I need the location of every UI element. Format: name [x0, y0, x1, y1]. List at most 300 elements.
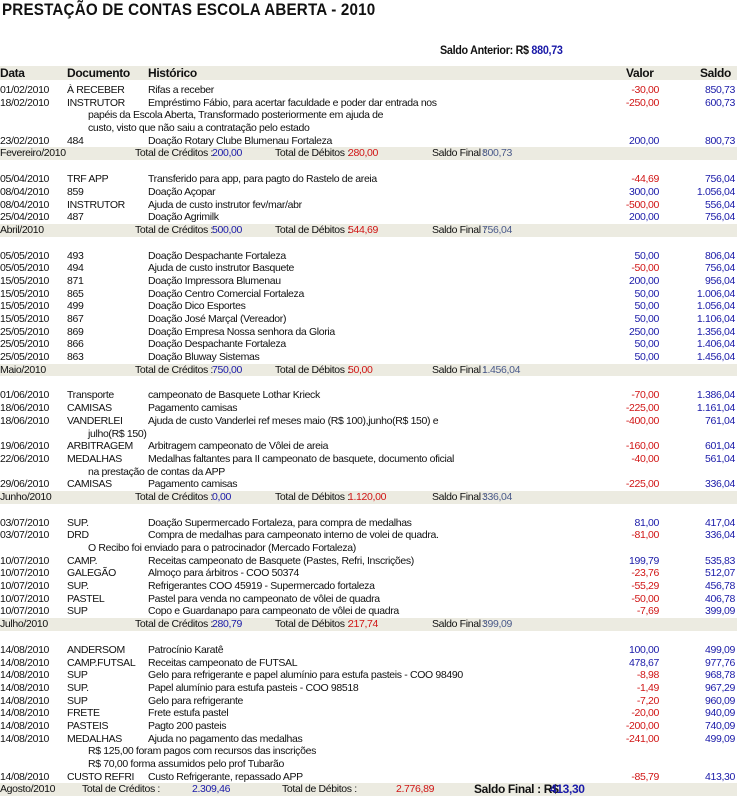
row-valor: 478,67	[628, 656, 659, 669]
row-saldo: 1.456,04	[696, 351, 735, 364]
row-historico: Custo Refrigerante, repassado APP	[148, 770, 303, 783]
row-historico: Medalhas faltantes para II campeonato de basquete, documento oficial	[148, 452, 454, 465]
month-section	[0, 250, 737, 377]
saldo-final-label: Saldo Final :	[432, 363, 486, 376]
row-saldo: 336,04	[704, 478, 735, 491]
row-valor: 50,00	[634, 300, 659, 313]
row-saldo: 740,09	[704, 719, 735, 732]
table-row	[0, 351, 737, 364]
total-creditos-label: Total de Créditos :	[135, 618, 213, 631]
row-document: SUP	[67, 605, 88, 618]
row-historico: Empréstimo Fábio, para acertar faculdade e poder dar entrada nos	[148, 96, 437, 109]
month-summary	[0, 224, 737, 237]
table-row	[0, 529, 737, 542]
table-row	[0, 313, 737, 326]
row-date: 14/08/2010	[0, 669, 50, 682]
total-debitos-value: 544,69	[348, 223, 379, 236]
row-date: 25/04/2010	[0, 211, 50, 224]
month-summary	[0, 783, 737, 796]
row-valor: -241,00	[625, 732, 659, 745]
table-row	[0, 262, 737, 275]
table-row	[0, 211, 737, 224]
row-saldo: 968,78	[704, 669, 735, 682]
row-historico: Pagamento camisas	[148, 402, 238, 415]
header-data: Data	[0, 66, 25, 80]
table-row	[0, 288, 737, 301]
row-historico: Rifas a receber	[148, 84, 214, 96]
row-note: O Recibo foi enviado para o patrocinador (Mercado Fortaleza)	[88, 542, 356, 554]
row-note: papéis da Escola Aberta, Transformado posteriormente em ajuda de	[88, 109, 384, 122]
summary-month: Fevereiro/2010	[0, 147, 66, 160]
row-document: SUP.	[67, 681, 89, 694]
row-saldo: 756,04	[704, 262, 735, 275]
table-row	[0, 326, 737, 339]
row-date: 14/08/2010	[0, 681, 50, 694]
row-valor: 50,00	[634, 287, 659, 300]
row-date: 14/08/2010	[0, 707, 50, 720]
row-document: INSTRUTOR	[67, 96, 125, 109]
total-debitos-value: 50,00	[348, 363, 373, 376]
table-row	[0, 415, 737, 428]
row-date: 15/05/2010	[0, 274, 50, 287]
row-date: 22/06/2010	[0, 452, 50, 465]
row-note: R$ 125,00 foram pagos com recursos das inscrições	[88, 745, 316, 758]
row-date: 14/08/2010	[0, 732, 50, 745]
row-document: 867	[67, 313, 84, 325]
saldo-final-label: Saldo Final :	[432, 147, 486, 160]
total-debitos-label: Total de Débitos :	[275, 223, 350, 236]
row-valor: -250,00	[625, 96, 659, 109]
row-valor: 50,00	[634, 313, 659, 325]
table-row	[0, 733, 737, 746]
saldo-final-label: Saldo Final :	[432, 223, 486, 236]
total-debitos-label: Total de Débitos :	[282, 783, 357, 796]
row-valor: -8,98	[636, 669, 659, 682]
row-valor: 100,00	[628, 643, 659, 656]
row-saldo: 1.056,04	[696, 185, 735, 198]
row-document: FRETE	[67, 707, 100, 720]
row-valor: -7,69	[636, 605, 659, 618]
row-document: 493	[67, 249, 84, 262]
row-date: 03/07/2010	[0, 516, 50, 529]
row-date: 15/05/2010	[0, 287, 50, 300]
total-creditos-value: 750,00	[212, 363, 243, 376]
row-document: 863	[67, 351, 84, 364]
row-historico: Doação Açopar	[148, 185, 216, 198]
row-valor: -85,79	[631, 770, 659, 783]
month-section	[0, 644, 737, 796]
row-saldo: 499,09	[704, 643, 735, 656]
row-historico: Pastel para venda no campeonato de vôlei de quadra	[148, 592, 380, 605]
row-date: 10/07/2010	[0, 580, 50, 593]
table-row	[0, 389, 737, 402]
summary-month: Junho/2010	[0, 490, 52, 503]
row-date: 10/07/2010	[0, 554, 50, 567]
row-valor: -500,00	[625, 198, 659, 211]
row-historico: Ajuda de custo instrutor Basquete	[148, 262, 295, 275]
row-document: GALEGÃO	[67, 567, 116, 580]
row-saldo: 499,09	[704, 732, 735, 745]
table-row	[0, 771, 737, 784]
row-date: 14/08/2010	[0, 770, 50, 783]
total-creditos-value: 2.309,46	[192, 783, 231, 796]
row-date: 05/05/2010	[0, 262, 50, 275]
row-document: 869	[67, 325, 84, 338]
row-historico: Pagto 200 pasteis	[148, 719, 227, 732]
month-section	[0, 517, 737, 631]
row-valor: 200,00	[628, 211, 659, 224]
row-saldo: 940,09	[704, 707, 735, 720]
row-date: 25/05/2010	[0, 325, 50, 338]
row-historico: Receitas campeonato de FUTSAL	[148, 656, 298, 669]
row-valor: 81,00	[634, 516, 659, 529]
ledger	[0, 84, 737, 809]
saldo-final-value: 1.456,04	[482, 363, 521, 376]
table-row	[0, 707, 737, 720]
total-creditos-value: 280,79	[212, 618, 243, 631]
saldo-final-label: Saldo Final : R$	[474, 782, 559, 797]
table-row	[0, 135, 737, 148]
saldo-final-value: 399,09	[482, 618, 513, 631]
total-creditos-label: Total de Créditos :	[135, 147, 213, 160]
row-date: 29/06/2010	[0, 478, 50, 491]
row-historico: Compra de medalhas para campeonato interno de volei de quadra.	[148, 529, 439, 542]
row-valor: 200,00	[628, 274, 659, 287]
row-saldo: 406,78	[704, 592, 735, 605]
total-creditos-value: 0,00	[212, 490, 232, 503]
row-valor: -23,76	[631, 567, 659, 580]
row-date: 15/05/2010	[0, 313, 50, 325]
row-valor: -200,00	[625, 719, 659, 732]
row-date: 15/05/2010	[0, 300, 50, 313]
row-historico: Almoço para árbitros - COO 50374	[148, 567, 300, 580]
row-valor: 300,00	[628, 185, 659, 198]
row-document: 484	[67, 134, 84, 147]
table-row	[0, 402, 737, 415]
row-date: 25/05/2010	[0, 338, 50, 351]
row-saldo: 1.161,04	[696, 402, 735, 415]
row-historico: Doação Rotary Clube Blumenau Fortaleza	[148, 134, 332, 147]
row-saldo: 960,09	[704, 694, 735, 707]
row-saldo: 1.406,04	[696, 338, 735, 351]
row-document: MEDALHAS	[67, 732, 122, 745]
row-saldo: 850,73	[704, 84, 735, 96]
header-documento: Documento	[67, 66, 130, 80]
table-row	[0, 300, 737, 313]
row-document: MEDALHAS	[67, 452, 122, 465]
total-creditos-value: 500,00	[212, 223, 243, 236]
row-historico: Doação Despachante Fortaleza	[148, 249, 286, 262]
total-creditos-label: Total de Créditos :	[135, 223, 213, 236]
row-historico: Gelo para refrigerante	[148, 694, 244, 707]
row-historico: Doação Dico Esportes	[148, 300, 246, 313]
table-row	[0, 593, 737, 606]
table-row	[0, 644, 737, 657]
total-debitos-label: Total de Débitos :	[275, 363, 350, 376]
saldo-final-label: Saldo Final :	[432, 618, 486, 631]
row-historico: Doação Empresa Nossa senhora da Gloria	[148, 325, 335, 338]
row-saldo: 556,04	[704, 198, 735, 211]
row-document: 499	[67, 300, 84, 313]
total-creditos-label: Total de Créditos :	[82, 783, 160, 796]
row-document: CAMISAS	[67, 478, 112, 491]
total-debitos-value: 280,00	[348, 147, 379, 160]
row-valor: -30,00	[631, 84, 659, 96]
month-section	[0, 389, 737, 503]
total-debitos-label: Total de Débitos :	[275, 147, 350, 160]
table-row	[0, 338, 737, 351]
table-row	[0, 682, 737, 695]
row-valor: -1,49	[636, 681, 659, 694]
row-saldo: 1.006,04	[696, 287, 735, 300]
month-section	[0, 173, 737, 236]
row-historico: Doação Impressora Blumenau	[148, 274, 281, 287]
row-valor: -20,00	[631, 707, 659, 720]
row-document: CAMISAS	[67, 402, 112, 415]
row-date: 01/06/2010	[0, 389, 50, 402]
row-date: 10/07/2010	[0, 605, 50, 618]
row-date: 18/06/2010	[0, 414, 50, 427]
row-document: 487	[67, 211, 84, 224]
table-row	[0, 199, 737, 212]
row-document: 494	[67, 262, 84, 275]
row-historico: Doação Despachante Fortaleza	[148, 338, 286, 351]
row-saldo: 600,73	[704, 96, 735, 109]
row-valor: -160,00	[625, 440, 659, 453]
row-date: 08/04/2010	[0, 185, 50, 198]
row-historico: Doação Supermercado Fortaleza, para compra de medalhas	[148, 516, 412, 529]
row-document: À RECEBER	[67, 84, 125, 96]
table-row	[0, 84, 737, 97]
table-row	[0, 580, 737, 593]
row-saldo: 535,83	[704, 554, 735, 567]
table-row	[0, 720, 737, 733]
row-document: INSTRUTOR	[67, 198, 125, 211]
row-historico: campeonato de Basquete Lothar Krieck	[148, 389, 320, 402]
row-historico: Refrigerantes COO 45919 - Supermercado fortaleza	[148, 580, 375, 593]
row-valor: -50,00	[631, 592, 659, 605]
row-valor: -225,00	[625, 478, 659, 491]
row-document: ANDERSOM	[67, 643, 125, 656]
page-title: PRESTAÇÃO DE CONTAS ESCOLA ABERTA - 2010	[2, 1, 376, 19]
row-saldo: 967,29	[704, 681, 735, 694]
table-row	[0, 657, 737, 670]
row-saldo: 601,04	[704, 440, 735, 453]
row-valor: -7,20	[636, 694, 659, 707]
month-summary	[0, 364, 737, 377]
row-document: PASTEL	[67, 592, 105, 605]
row-saldo: 399,09	[704, 605, 735, 618]
row-date: 03/07/2010	[0, 529, 50, 542]
row-saldo: 800,73	[704, 134, 735, 147]
row-saldo: 956,04	[704, 274, 735, 287]
row-document: CAMP.	[67, 554, 98, 567]
row-valor: 50,00	[634, 351, 659, 364]
month-section	[0, 84, 737, 160]
row-historico: Gelo para refrigerante e papel alumínio para estufa pasteis - COO 98490	[148, 669, 463, 682]
table-row	[0, 453, 737, 466]
total-debitos-value: 2.776,89	[396, 783, 435, 796]
row-note: julho(R$ 150)	[88, 427, 147, 440]
row-historico: Copo e Guardanapo para campeonato de vôlei de quadra	[148, 605, 399, 618]
total-creditos-value: 200,00	[212, 147, 243, 160]
row-date: 14/08/2010	[0, 719, 50, 732]
row-date: 08/04/2010	[0, 198, 50, 211]
row-historico: Doação Bluway Sistemas	[148, 351, 260, 364]
table-row	[0, 605, 737, 618]
row-date: 14/08/2010	[0, 656, 50, 669]
row-historico: Ajuda no pagamento das medalhas	[148, 732, 303, 745]
table-row	[0, 669, 737, 682]
total-creditos-label: Total de Créditos :	[135, 490, 213, 503]
row-saldo: 413,30	[704, 770, 735, 783]
row-document: 859	[67, 185, 84, 198]
header-historico: Histórico	[148, 66, 197, 80]
row-document: SUP.	[67, 580, 89, 593]
row-saldo: 761,04	[704, 414, 735, 427]
row-document: PASTEIS	[67, 719, 109, 732]
row-document: SUP	[67, 669, 88, 682]
saldo-anterior-label: Saldo Anterior: R$	[440, 43, 529, 57]
row-date: 19/06/2010	[0, 440, 50, 453]
row-saldo: 336,04	[704, 529, 735, 542]
row-valor: 200,00	[628, 134, 659, 147]
total-creditos-label: Total de Créditos :	[135, 363, 213, 376]
row-historico: Transferido para app, para pagto do Rastelo de areia	[148, 173, 377, 186]
summary-month: Maio/2010	[0, 363, 46, 376]
summary-month: Julho/2010	[0, 618, 48, 631]
row-valor: -70,00	[631, 389, 659, 402]
month-summary	[0, 147, 737, 160]
row-valor: -44,69	[631, 173, 659, 186]
row-historico: Receitas campeonato de Basquete (Pastes, Refri, Inscrições)	[148, 554, 414, 567]
row-date: 05/05/2010	[0, 249, 50, 262]
row-valor: -40,00	[631, 452, 659, 465]
row-valor: -400,00	[625, 414, 659, 427]
table-row	[0, 97, 737, 110]
row-valor: -225,00	[625, 402, 659, 415]
saldo-final-value: 756,04	[482, 223, 513, 236]
row-saldo: 1.356,04	[696, 325, 735, 338]
row-document: SUP	[67, 694, 88, 707]
row-document: ARBITRAGEM	[67, 440, 133, 453]
row-valor: 50,00	[634, 338, 659, 351]
row-document: CAMP.FUTSAL	[67, 656, 136, 669]
row-historico: Papel alumínio para estufa pasteis - COO 98518	[148, 681, 359, 694]
saldo-final-value: 336,04	[482, 490, 513, 503]
row-date: 05/04/2010	[0, 173, 50, 186]
row-historico: Frete estufa pastel	[148, 707, 229, 720]
row-saldo: 561,04	[704, 452, 735, 465]
summary-month: Abril/2010	[0, 223, 44, 236]
row-valor: -55,29	[631, 580, 659, 593]
month-summary	[0, 491, 737, 504]
row-saldo: 1.386,04	[696, 389, 735, 402]
row-saldo: 512,07	[704, 567, 735, 580]
row-note: R$ 70,00 forma assumidos pelo prof Tubarão	[88, 758, 285, 770]
row-date: 18/06/2010	[0, 402, 50, 415]
row-historico: Ajuda de custo Vanderlei ref meses maio (R$ 100),junho(R$ 150) e	[148, 414, 439, 427]
table-row	[0, 567, 737, 580]
row-historico: Doação José Marçal (Vereador)	[148, 313, 287, 325]
saldo-final-value: 800,73	[482, 147, 513, 160]
row-valor: 199,79	[628, 554, 659, 567]
row-document: SUP.	[67, 516, 89, 529]
row-date: 01/02/2010	[0, 84, 50, 96]
row-historico: Doação Agrimilk	[148, 211, 219, 224]
table-row	[0, 250, 737, 263]
row-historico: Doação Centro Comercial Fortaleza	[148, 287, 304, 300]
row-valor: -81,00	[631, 529, 659, 542]
row-document: 865	[67, 287, 84, 300]
row-saldo: 1.056,04	[696, 300, 735, 313]
table-row	[0, 440, 737, 453]
row-document: DRD	[67, 529, 89, 542]
month-summary	[0, 618, 737, 631]
row-valor: -50,00	[631, 262, 659, 275]
row-document: VANDERLEI	[67, 414, 123, 427]
row-document: CUSTO REFRI	[67, 770, 135, 783]
row-document: 871	[67, 274, 84, 287]
row-document: TRF APP	[67, 173, 109, 186]
row-date: 23/02/2010	[0, 134, 50, 147]
saldo-anterior-value: 880,73	[531, 43, 563, 57]
saldo-anterior	[440, 43, 563, 57]
total-debitos-value: 1.120,00	[348, 490, 387, 503]
row-saldo: 806,04	[704, 249, 735, 262]
row-historico: Pagamento camisas	[148, 478, 238, 491]
row-saldo: 417,04	[704, 516, 735, 529]
table-row	[0, 517, 737, 530]
row-historico: Ajuda de custo instrutor fev/mar/abr	[148, 198, 302, 211]
row-note: custo, visto que não saiu a contratação pelo estado	[88, 122, 310, 135]
row-date: 18/02/2010	[0, 96, 50, 109]
row-historico: Arbitragem campeonato de Vôlei de areia	[148, 440, 329, 453]
table-row	[0, 695, 737, 708]
row-date: 10/07/2010	[0, 567, 50, 580]
row-date: 10/07/2010	[0, 592, 50, 605]
row-document: 866	[67, 338, 84, 351]
row-valor: 50,00	[634, 249, 659, 262]
row-date: 25/05/2010	[0, 351, 50, 364]
row-saldo: 977,76	[704, 656, 735, 669]
total-debitos-label: Total de Débitos :	[275, 618, 350, 631]
table-row	[0, 186, 737, 199]
table-row	[0, 555, 737, 568]
total-debitos-value: 217,74	[348, 618, 379, 631]
header-saldo: Saldo	[700, 66, 731, 80]
row-valor: 250,00	[628, 325, 659, 338]
header-valor: Valor	[626, 66, 654, 80]
row-saldo: 1.106,04	[696, 313, 735, 325]
saldo-final-value: 413,30	[550, 782, 585, 797]
row-saldo: 756,04	[704, 211, 735, 224]
row-saldo: 756,04	[704, 173, 735, 186]
table-header	[0, 66, 737, 80]
row-date: 14/08/2010	[0, 643, 50, 656]
saldo-final-label: Saldo Final :	[432, 490, 486, 503]
row-saldo: 456,78	[704, 580, 735, 593]
table-row	[0, 173, 737, 186]
total-debitos-label: Total de Débitos :	[275, 490, 350, 503]
table-row	[0, 478, 737, 491]
row-note: na prestação de contas da APP	[88, 465, 225, 478]
table-row	[0, 275, 737, 288]
summary-month: Agosto/2010	[0, 783, 56, 796]
row-document: Transporte	[67, 389, 114, 402]
row-date: 14/08/2010	[0, 694, 50, 707]
row-historico: Patrocínio Karatê	[148, 643, 224, 656]
